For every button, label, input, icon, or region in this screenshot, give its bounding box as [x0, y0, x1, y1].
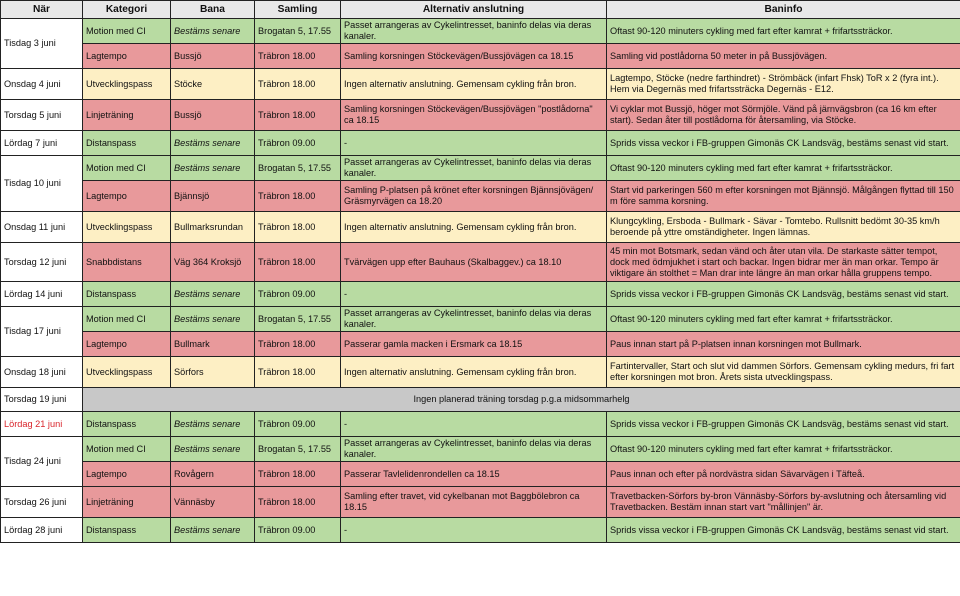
- date-cell: Onsdag 11 juni: [1, 212, 83, 243]
- bana-cell: Stöcke: [171, 69, 255, 100]
- alternativ-cell: Ingen alternativ anslutning. Gemensam cykling från bron.: [341, 212, 607, 243]
- baninfo-cell: Paus innan och efter på nordvästra sidan Sävarvägen i Täfteå.: [607, 462, 960, 487]
- kategori-cell: Linjeträning: [83, 487, 171, 518]
- date-cell: Torsdag 5 juni: [1, 100, 83, 131]
- date-cell: Tisdag 10 juni: [1, 156, 83, 212]
- kategori-cell: Motion med CI: [83, 437, 171, 462]
- alternativ-cell: Samling P-platsen på krönet efter korsningen Bjännsjövägen/ Gräsmyrvägen ca 18.20: [341, 181, 607, 212]
- bana-cell: Bussjö: [171, 100, 255, 131]
- table-row: [1, 69, 960, 100]
- bana-cell: Bestäms senare: [171, 412, 255, 437]
- alternativ-cell: Ingen alternativ anslutning. Gemensam cykling från bron.: [341, 357, 607, 388]
- baninfo-cell: Vi cyklar mot Bussjö, höger mot Sörmjöle. Vänd på järnvägsbron (ca 16 km efter start). Sedan åter till postlådorna för återsamling, via Stöcke.: [607, 100, 960, 131]
- table-row: [1, 212, 960, 243]
- table-row: [1, 437, 960, 462]
- alternativ-cell: Passerar gamla macken i Ersmark ca 18.15: [341, 332, 607, 357]
- kategori-cell: Distanspass: [83, 412, 171, 437]
- date-cell: Tisdag 3 juni: [1, 19, 83, 69]
- header-alternativ: Alternativ anslutning: [341, 1, 607, 19]
- kategori-cell: Lagtempo: [83, 462, 171, 487]
- alternativ-cell: -: [341, 282, 607, 307]
- samling-cell: Träbron 18.00: [255, 100, 341, 131]
- alternativ-cell: Passerar Tavlelidenrondellen ca 18.15: [341, 462, 607, 487]
- kategori-cell: Distanspass: [83, 282, 171, 307]
- baninfo-cell: Start vid parkeringen 560 m efter korsningen mot Bjännsjö. Målgången flyttad till 150 m före samma korsning.: [607, 181, 960, 212]
- samling-cell: Träbron 18.00: [255, 357, 341, 388]
- table-row: [1, 100, 960, 131]
- header-bana: Bana: [171, 1, 255, 19]
- baninfo-cell: Oftast 90-120 minuters cykling med fart efter kamrat + frifartssträckor.: [607, 19, 960, 44]
- baninfo-cell: Sprids vissa veckor i FB-gruppen Gimonäs CK Landsväg, bestäms senast vid start.: [607, 518, 960, 543]
- date-cell: Tisdag 17 juni: [1, 307, 83, 357]
- date-cell: Torsdag 19 juni: [1, 388, 83, 412]
- kategori-cell: Distanspass: [83, 131, 171, 156]
- kategori-cell: Motion med CI: [83, 19, 171, 44]
- alternativ-cell: Passet arrangeras av Cykelintresset, baninfo delas via deras kanaler.: [341, 437, 607, 462]
- kategori-cell: Lagtempo: [83, 181, 171, 212]
- bana-cell: Vännäsby: [171, 487, 255, 518]
- schedule-body: [1, 19, 960, 543]
- date-cell: Lördag 7 juni: [1, 131, 83, 156]
- samling-cell: Träbron 09.00: [255, 282, 341, 307]
- samling-cell: Brogatan 5, 17.55: [255, 437, 341, 462]
- samling-cell: Träbron 18.00: [255, 462, 341, 487]
- baninfo-cell: Samling vid postlådorna 50 meter in på Bussjövägen.: [607, 44, 960, 69]
- kategori-cell: Motion med CI: [83, 156, 171, 181]
- samling-cell: Träbron 18.00: [255, 332, 341, 357]
- bana-cell: Bussjö: [171, 44, 255, 69]
- table-row: [1, 307, 960, 332]
- baninfo-cell: Fartintervaller, Start och slut vid dammen Sörfors. Gemensam cykling medurs, fri fart efter korsningen mot bron. Årets sista utvecklingspass.: [607, 357, 960, 388]
- date-cell: Onsdag 4 juni: [1, 69, 83, 100]
- date-cell: Lördag 28 juni: [1, 518, 83, 543]
- table-row: [1, 44, 960, 69]
- alternativ-cell: Tvärvägen upp efter Bauhaus (Skalbaggev.) ca 18.10: [341, 243, 607, 282]
- alternativ-cell: -: [341, 518, 607, 543]
- samling-cell: Träbron 09.00: [255, 412, 341, 437]
- samling-cell: Brogatan 5, 17.55: [255, 19, 341, 44]
- samling-cell: Träbron 18.00: [255, 243, 341, 282]
- samling-cell: Träbron 18.00: [255, 181, 341, 212]
- no-training-note: Ingen planerad träning torsdag p.g.a midsommarhelg: [83, 388, 960, 412]
- samling-cell: Träbron 18.00: [255, 487, 341, 518]
- kategori-cell: Lagtempo: [83, 332, 171, 357]
- samling-cell: Träbron 18.00: [255, 69, 341, 100]
- table-row: [1, 388, 960, 412]
- bana-cell: Bestäms senare: [171, 437, 255, 462]
- date-cell: Tisdag 24 juni: [1, 437, 83, 487]
- date-cell: Lördag 21 juni: [1, 412, 83, 437]
- table-row: [1, 282, 960, 307]
- table-row: [1, 332, 960, 357]
- header-nar: När: [1, 1, 83, 19]
- kategori-cell: Utvecklingspass: [83, 69, 171, 100]
- kategori-cell: Utvecklingspass: [83, 357, 171, 388]
- table-row: [1, 462, 960, 487]
- baninfo-cell: Oftast 90-120 minuters cykling med fart efter kamrat + frifartssträckor.: [607, 307, 960, 332]
- table-row: [1, 156, 960, 181]
- samling-cell: Brogatan 5, 17.55: [255, 156, 341, 181]
- bana-cell: Väg 364 Kroksjö: [171, 243, 255, 282]
- date-cell: Lördag 14 juni: [1, 282, 83, 307]
- header-samling: Samling: [255, 1, 341, 19]
- table-row: [1, 131, 960, 156]
- baninfo-cell: Travetbacken-Sörfors by-bron Vännäsby-Sörfors by-avslutning och återsamling vid Travetbacken. Bestäm innan start vart "mållinjen" är.: [607, 487, 960, 518]
- alternativ-cell: Samling korsningen Stöckevägen/Bussjövägen "postlådorna" ca 18.15: [341, 100, 607, 131]
- baninfo-cell: Paus innan start på P-platsen innan korsningen mot Bullmark.: [607, 332, 960, 357]
- bana-cell: Bestäms senare: [171, 307, 255, 332]
- samling-cell: Träbron 18.00: [255, 44, 341, 69]
- baninfo-cell: Klungcykling, Ersboda - Bullmark - Sävar - Tomtebo. Rullsnitt bedömt 30-35 km/h beroende på yttre omständigheter. Ingen lämnas.: [607, 212, 960, 243]
- date-cell: Torsdag 26 juni: [1, 487, 83, 518]
- baninfo-cell: Oftast 90-120 minuters cykling med fart efter kamrat + frifartssträckor.: [607, 156, 960, 181]
- kategori-cell: Lagtempo: [83, 44, 171, 69]
- bana-cell: Bestäms senare: [171, 131, 255, 156]
- baninfo-cell: 45 min mot Botsmark, sedan vänd och åter utan vila. De starkaste sätter tempot, dock med ödmjukhet i start och backar. Ingen bidrar mer än man orkar. Tempo är viktigare än stolthet = Man drar inte längre än man orkar hålla gruppens tempo.: [607, 243, 960, 282]
- date-cell: Torsdag 12 juni: [1, 243, 83, 282]
- baninfo-cell: Lagtempo, Stöcke (nedre farthindret) - Strömbäck (infart Fhsk) ToR x 2 (fyra int.). Hem via Degernäs med frifartssträcka Degernäs - E12.: [607, 69, 960, 100]
- table-row: [1, 181, 960, 212]
- alternativ-cell: Passet arrangeras av Cykelintresset, baninfo delas via deras kanaler.: [341, 19, 607, 44]
- samling-cell: Träbron 09.00: [255, 131, 341, 156]
- kategori-cell: Distanspass: [83, 518, 171, 543]
- date-cell: Onsdag 18 juni: [1, 357, 83, 388]
- header-kategori: Kategori: [83, 1, 171, 19]
- table-row: [1, 19, 960, 44]
- bana-cell: Bjännsjö: [171, 181, 255, 212]
- kategori-cell: Snabbdistans: [83, 243, 171, 282]
- header-row: [1, 1, 960, 19]
- baninfo-cell: Sprids vissa veckor i FB-gruppen Gimonäs CK Landsväg, bestäms senast vid start.: [607, 282, 960, 307]
- bana-cell: Bullmark: [171, 332, 255, 357]
- alternativ-cell: Passet arrangeras av Cykelintresset, baninfo delas via deras kanaler.: [341, 307, 607, 332]
- bana-cell: Rovågern: [171, 462, 255, 487]
- kategori-cell: Motion med CI: [83, 307, 171, 332]
- kategori-cell: Linjeträning: [83, 100, 171, 131]
- samling-cell: Träbron 18.00: [255, 212, 341, 243]
- baninfo-cell: Sprids vissa veckor i FB-gruppen Gimonäs CK Landsväg, bestäms senast vid start.: [607, 131, 960, 156]
- alternativ-cell: Ingen alternativ anslutning. Gemensam cykling från bron.: [341, 69, 607, 100]
- bana-cell: Sörfors: [171, 357, 255, 388]
- bana-cell: Bestäms senare: [171, 518, 255, 543]
- table-row: [1, 487, 960, 518]
- table-row: [1, 412, 960, 437]
- alternativ-cell: Samling efter travet, vid cykelbanan mot Baggbölebron ca 18.15: [341, 487, 607, 518]
- baninfo-cell: Oftast 90-120 minuters cykling med fart efter kamrat + frifartssträckor.: [607, 437, 960, 462]
- table-row: [1, 518, 960, 543]
- header-baninfo: Baninfo: [607, 1, 960, 19]
- bana-cell: Bestäms senare: [171, 19, 255, 44]
- samling-cell: Träbron 09.00: [255, 518, 341, 543]
- samling-cell: Brogatan 5, 17.55: [255, 307, 341, 332]
- baninfo-cell: Sprids vissa veckor i FB-gruppen Gimonäs CK Landsväg, bestäms senast vid start.: [607, 412, 960, 437]
- alternativ-cell: -: [341, 412, 607, 437]
- bana-cell: Bestäms senare: [171, 156, 255, 181]
- kategori-cell: Utvecklingspass: [83, 212, 171, 243]
- table-row: [1, 243, 960, 282]
- bana-cell: Bullmarksrundan: [171, 212, 255, 243]
- table-row: [1, 357, 960, 388]
- bana-cell: Bestäms senare: [171, 282, 255, 307]
- alternativ-cell: -: [341, 131, 607, 156]
- alternativ-cell: Passet arrangeras av Cykelintresset, baninfo delas via deras kanaler.: [341, 156, 607, 181]
- alternativ-cell: Samling korsningen Stöckevägen/Bussjövägen ca 18.15: [341, 44, 607, 69]
